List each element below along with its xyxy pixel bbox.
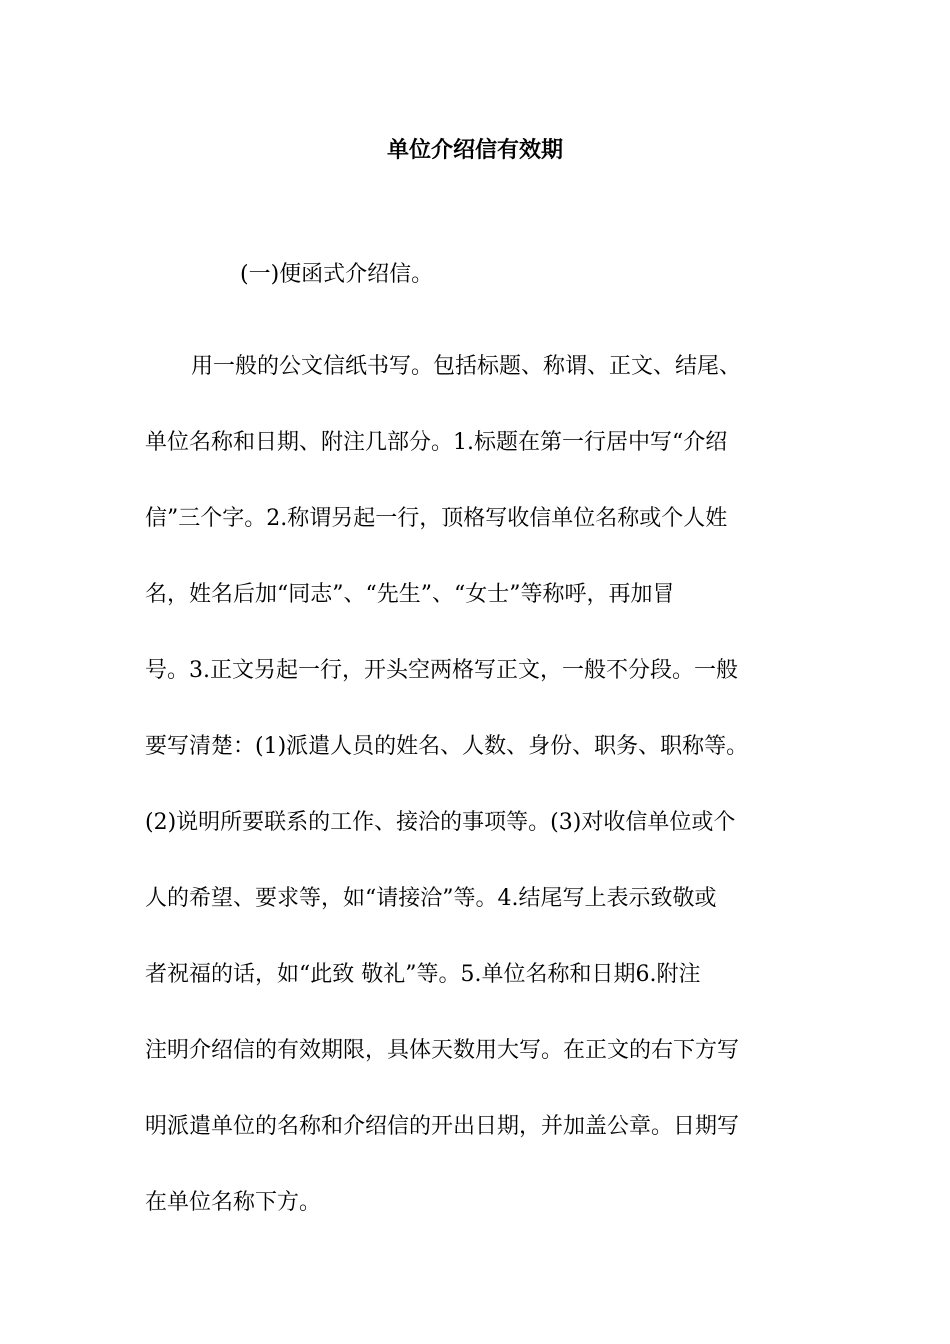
- paragraph-line: 注明介绍信的有效期限，具体天数用大写。在正文的右下方写: [145, 1038, 740, 1063]
- paragraph-line: (2)说明所要联系的工作、接洽的事项等。(3)对收信单位或个: [145, 810, 736, 835]
- body-paragraph: [145, 329, 809, 1241]
- paragraph-line: 号。3.正文另起一行，开头空两格写正文，一般不分段。一般: [145, 658, 738, 683]
- paragraph-line: 在单位名称下方。: [145, 1190, 322, 1215]
- paragraph-line: 人的希望、要求等，如“请接洽”等。4.结尾写上表示致敬或: [145, 886, 717, 911]
- section-heading: (一)便函式介绍信。: [240, 262, 434, 287]
- paragraph-line: 名，姓名后加“同志”、“先生”、“女士”等称呼，再加冒: [145, 582, 675, 607]
- paragraph-line: 明派遣单位的名称和介绍信的开出日期，并加盖公章。日期写: [145, 1114, 740, 1139]
- paragraph-line: 要写清楚：(1)派遣人员的姓名、人数、身份、职务、职称等。: [145, 734, 749, 759]
- paragraph-line: 单位名称和日期、附注几部分。1.标题在第一行居中写“介绍: [145, 430, 728, 455]
- paragraph-line: 者祝福的话，如“此致 敬礼”等。5.单位名称和日期6.附注: [145, 962, 701, 987]
- paragraph-line: 信”三个字。2.称谓另起一行，顶格写收信单位名称或个人姓: [145, 506, 728, 531]
- page-title: 单位介绍信有效期: [386, 138, 563, 163]
- paragraph-line: 用一般的公文信纸书写。包括标题、称谓、正文、结尾、: [191, 354, 742, 379]
